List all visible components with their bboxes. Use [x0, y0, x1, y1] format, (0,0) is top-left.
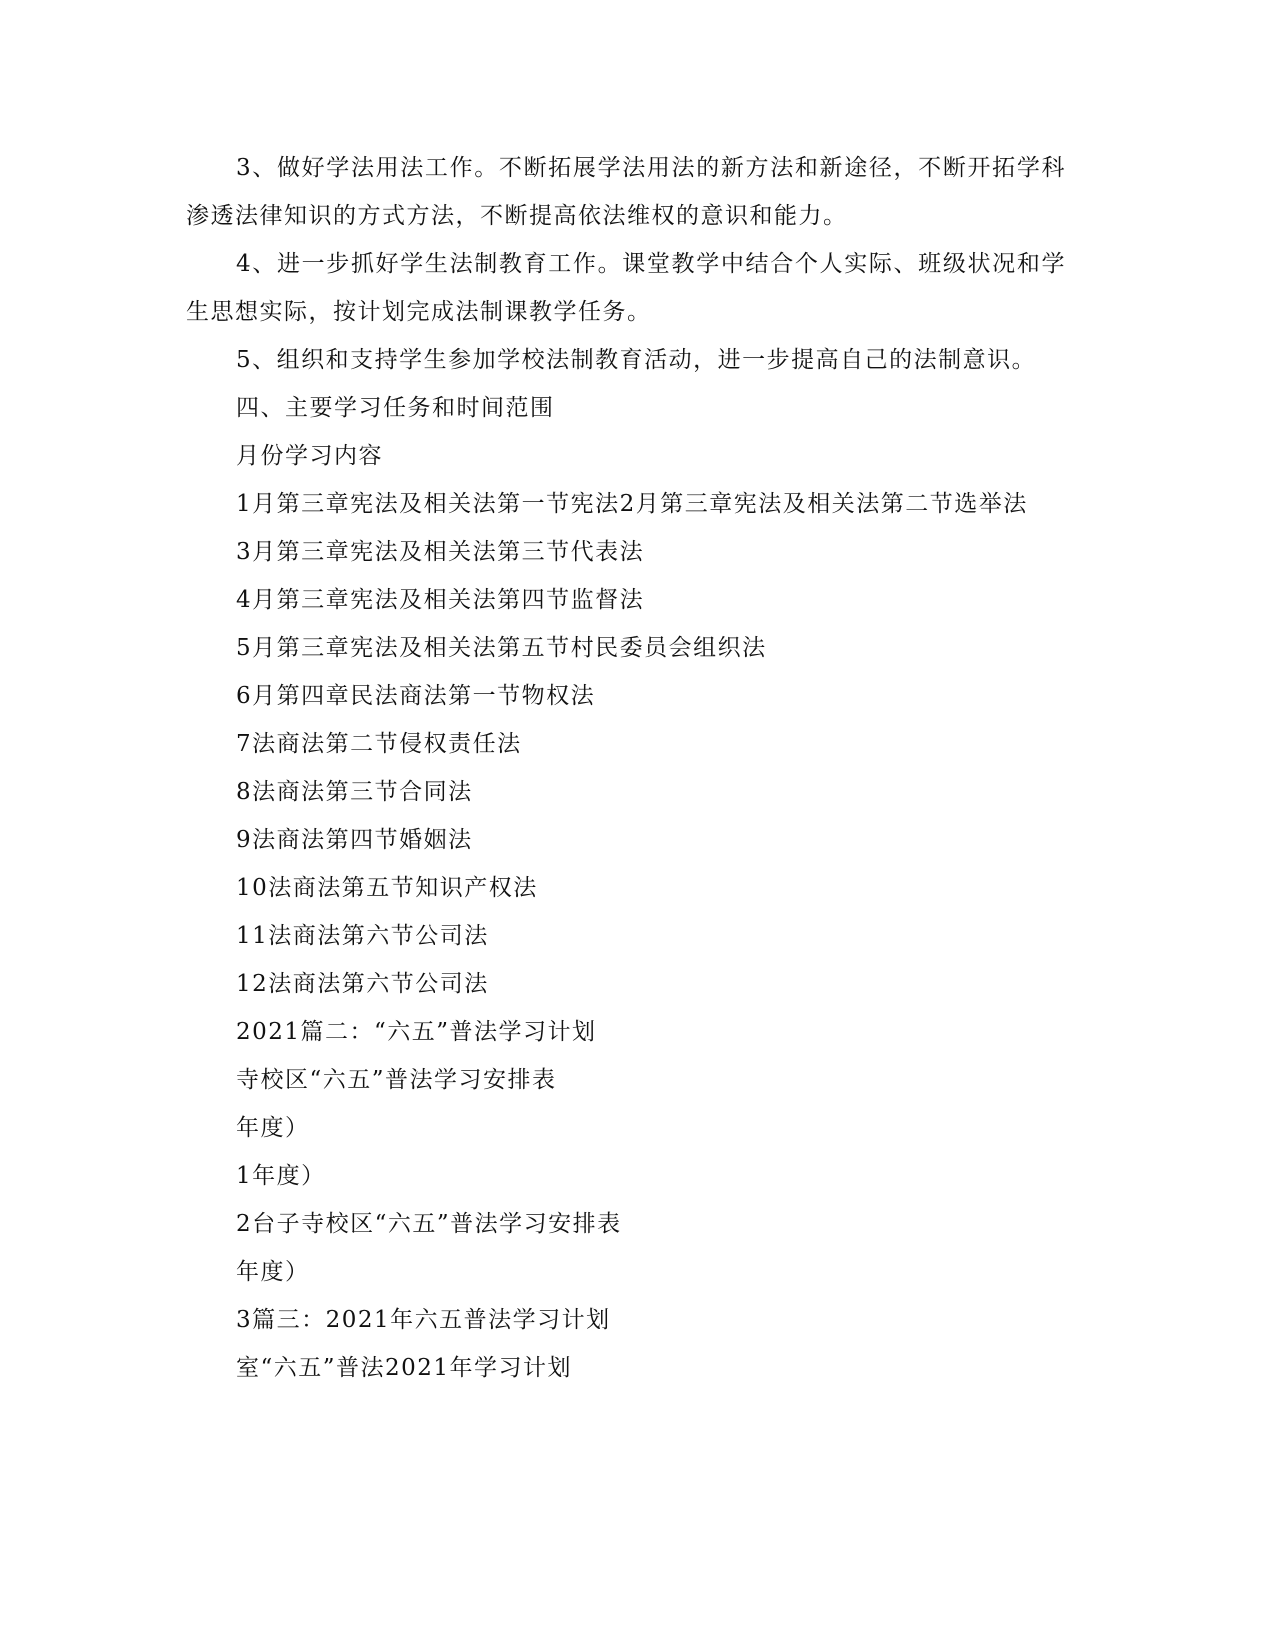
paragraph-item-5: 5、组织和支持学生参加学校法制教育活动，进一步提高自己的法制意识。 — [236, 347, 1037, 373]
article-title: 2021篇二：“六五”普法学习计划 — [236, 1019, 597, 1045]
schedule-row: 5月第三章宪法及相关法第五节村民委员会组织法 — [236, 635, 767, 661]
schedule-row: 3月第三章宪法及相关法第三节代表法 — [236, 539, 645, 565]
text-line: 2台子寺校区“六五”普法学习安排表 — [236, 1211, 622, 1237]
schedule-row: 9法商法第四节婚姻法 — [236, 827, 473, 853]
article-title: 3篇三：2021年六五普法学习计划 — [236, 1307, 611, 1333]
schedule-row: 8法商法第三节合同法 — [236, 779, 473, 805]
schedule-header: 月份学习内容 — [236, 443, 383, 469]
schedule-row: 1月第三章宪法及相关法第一节宪法2月第三章宪法及相关法第二节选举法 — [236, 491, 1028, 517]
section-heading: 四、主要学习任务和时间范围 — [236, 395, 555, 421]
document-body — [186, 144, 1066, 1392]
text-line: 寺校区“六五”普法学习安排表 — [236, 1067, 557, 1093]
schedule-row: 6月第四章民法商法第一节物权法 — [236, 683, 596, 709]
text-line: 年度） — [236, 1259, 310, 1285]
schedule-row: 11法商法第六节公司法 — [236, 923, 489, 949]
schedule-row: 7法商法第二节侵权责任法 — [236, 731, 522, 757]
text-line: 室“六五”普法2021年学习计划 — [236, 1355, 573, 1381]
text-line: 1年度） — [236, 1163, 326, 1189]
paragraph-item-3: 3、做好学法用法工作。不断拓展学法用法的新方法和新途径，不断开拓学科渗透法律知识的方式方法，不断提高依法维权的意识和能力。 — [186, 155, 1066, 229]
schedule-row: 10法商法第五节知识产权法 — [236, 875, 538, 901]
schedule-row: 12法商法第六节公司法 — [236, 971, 489, 997]
paragraph-item-4: 4、进一步抓好学生法制教育工作。课堂教学中结合个人实际、班级状况和学生思想实际，按计划完成法制课教学任务。 — [186, 251, 1066, 325]
text-line: 年度） — [236, 1115, 310, 1141]
schedule-row: 4月第三章宪法及相关法第四节监督法 — [236, 587, 645, 613]
